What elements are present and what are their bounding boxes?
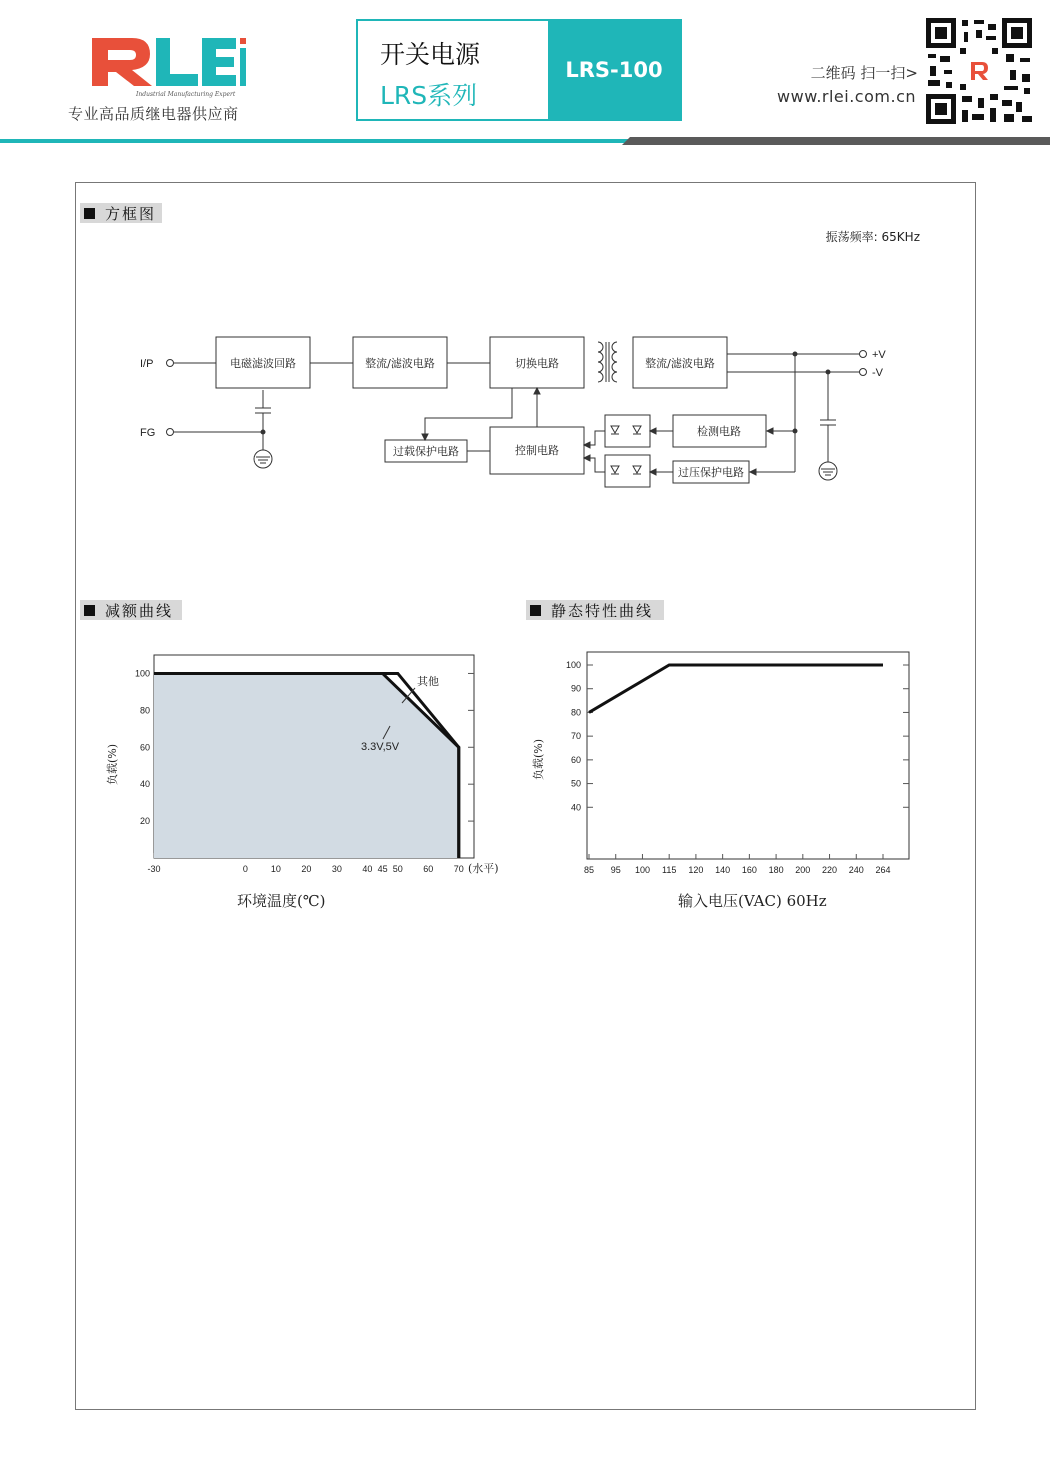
label-rectifier-2: 整流/滤波电路 <box>645 357 715 370</box>
derating-ytick-label: 20 <box>139 816 150 827</box>
section-title-derating <box>80 600 182 620</box>
static-ytick-label: 70 <box>570 731 581 742</box>
label-switching: 切换电路 <box>515 357 559 370</box>
header-divider-bar <box>0 137 1050 145</box>
derating-xtick-label: 70 <box>453 864 464 874</box>
static-xtick-label: 220 <box>822 865 838 875</box>
brand-logo <box>86 30 251 100</box>
derating-xtick-label: 40 <box>362 864 373 874</box>
static-xtick-label: 140 <box>715 865 731 875</box>
static-ytick-label: 80 <box>570 707 581 718</box>
qr-label: 二维码 扫一扫> <box>810 64 918 82</box>
static-xtick-label: 85 <box>583 865 595 875</box>
terminal-fg: FG <box>140 427 156 439</box>
static-ytick-label: 50 <box>570 778 581 789</box>
static-xtick-label: 264 <box>875 865 891 875</box>
derating-xtick-label: 50 <box>392 864 403 874</box>
bullet-square-icon <box>530 605 541 616</box>
derating-ytick-label: 60 <box>139 742 150 753</box>
derating-xtick-label: -30 <box>147 864 161 874</box>
static-xtick-label: 120 <box>688 865 704 875</box>
derating-xtick-label: 20 <box>301 864 312 874</box>
label-emi-filter: 电磁滤波回路 <box>230 357 296 370</box>
product-title-box <box>356 19 682 121</box>
label-rectifier-1: 整流/滤波电路 <box>365 357 435 370</box>
static-xtick-label: 240 <box>848 865 864 875</box>
derating-chart <box>100 645 500 890</box>
static-ytick-label: 60 <box>570 754 581 765</box>
static-chart <box>522 640 922 885</box>
static-ytick-label: 40 <box>570 802 581 813</box>
static-xtick-label: 160 <box>741 865 757 875</box>
section-title-text: 方框图 <box>105 204 157 223</box>
static-xtick-label: 95 <box>610 865 621 875</box>
terminal-out-neg: -V <box>872 367 883 379</box>
product-title-left <box>358 21 548 119</box>
qr-code-icon <box>926 18 1032 124</box>
section-title-block-diagram <box>80 203 162 223</box>
section-title-static <box>526 600 664 620</box>
derating-xtick-label: 30 <box>331 864 342 874</box>
derating-label-low-v: 3.3V,5V <box>361 741 400 753</box>
static-ylabel: 负载(%) <box>532 738 545 780</box>
terminal-out-pos: +V <box>872 349 886 361</box>
optocoupler-1 <box>605 415 650 447</box>
derating-ylabel: 负载(%) <box>106 743 119 785</box>
derating-label-other: 其他 <box>417 675 439 688</box>
label-detection: 检测电路 <box>697 425 741 438</box>
terminal-input: I/P <box>140 358 154 370</box>
product-model: LRS-100 <box>548 21 680 119</box>
section-title-text: 静态特性曲线 <box>551 601 654 620</box>
derating-x-unit: (水平) <box>468 862 499 875</box>
static-xtick-label: 100 <box>634 865 650 875</box>
static-ytick-label: 100 <box>565 660 581 670</box>
static-plot-frame <box>587 652 909 859</box>
static-xtick-label: 180 <box>768 865 784 875</box>
derating-xtick-label: 60 <box>423 864 434 874</box>
static-xtick-label: 200 <box>795 865 811 875</box>
website-link[interactable]: www.rlei.com.cn <box>777 87 916 106</box>
static-ytick-label: 90 <box>570 683 581 694</box>
derating-ytick-label: 100 <box>134 668 150 679</box>
label-control: 控制电路 <box>515 444 559 457</box>
derating-ytick-label: 80 <box>139 705 150 716</box>
section-title-text: 减额曲线 <box>105 601 174 620</box>
brand-tagline: Industrial Manufacturing Expert <box>136 91 236 98</box>
block-diagram <box>130 330 900 505</box>
derating-ytick-label: 40 <box>139 779 150 790</box>
derating-xlabel: 环境温度(℃) <box>237 892 326 910</box>
derating-xtick-label: 45 <box>377 864 388 874</box>
bullet-square-icon <box>84 605 95 616</box>
brand-slogan: 专业高品质继电器供应商 <box>68 105 239 123</box>
bullet-square-icon <box>84 208 95 219</box>
derating-xtick-label: 0 <box>242 864 248 874</box>
product-name: 开关电源 <box>380 40 481 69</box>
label-overload: 过载保护电路 <box>393 445 459 458</box>
static-xtick-label: 115 <box>662 865 677 875</box>
optocoupler-2 <box>605 455 650 487</box>
oscillation-frequency: 振荡频率: 65KHz <box>825 230 920 244</box>
static-xlabel: 输入电压(VAC) 60Hz <box>678 892 827 910</box>
derating-xtick-label: 10 <box>270 864 281 874</box>
product-series: LRS系列 <box>380 81 478 110</box>
label-ovp: 过压保护电路 <box>678 466 744 479</box>
